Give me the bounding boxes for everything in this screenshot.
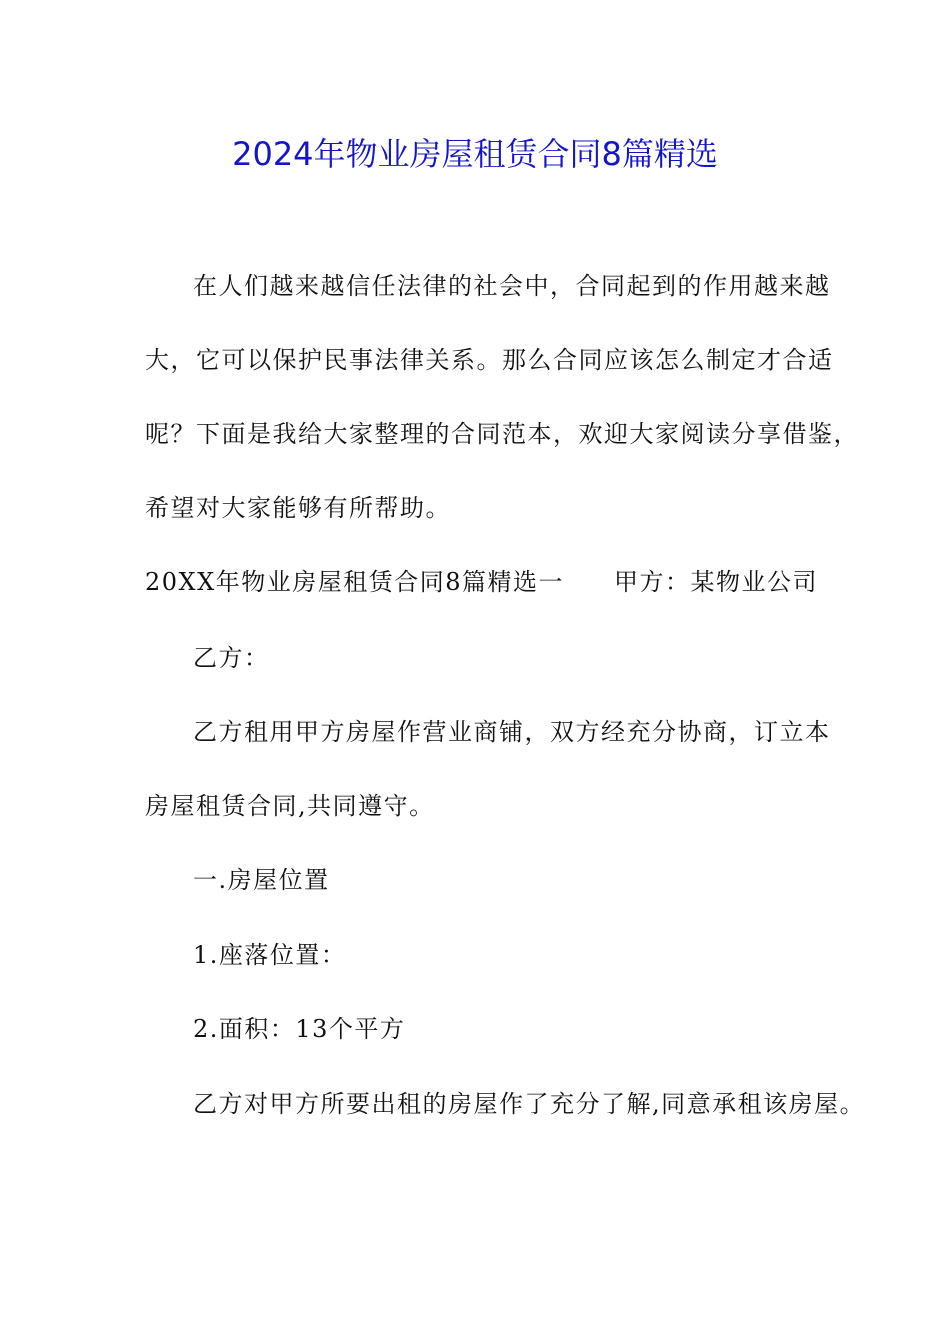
- clause-1-2: 2.面积：13个平方: [193, 1015, 406, 1043]
- party-b: 乙方：: [193, 644, 270, 672]
- clause-1-note: 乙方对甲方所要出租的房屋作了充分了解,同意承租该房屋。: [193, 1090, 866, 1118]
- agreement-line-1: 乙方租用甲方房屋作营业商铺，双方经充分协商，订立本: [193, 718, 831, 746]
- clause-1-title: 一.房屋位置: [193, 866, 330, 894]
- party-a: 甲方：某物业公司: [613, 568, 818, 596]
- intro-line-1: 在人们越来越信任法律的社会中，合同起到的作用越来越: [193, 272, 831, 300]
- intro-line-3: 呢？下面是我给大家整理的合同范本，欢迎大家阅读分享借鉴，: [145, 420, 859, 448]
- intro-line-2: 大，它可以保护民事法律关系。那么合同应该怎么制定才合适: [145, 346, 834, 374]
- section-heading-line: [145, 564, 818, 600]
- clause-1-1: 1.座落位置：: [193, 941, 347, 969]
- agreement-line-2: 房屋租赁合同,共同遵守。: [145, 792, 435, 820]
- document-title: 2024年物业房屋租赁合同8篇精选: [232, 135, 718, 173]
- section-heading: 20XX年物业房屋租赁合同8篇精选一: [145, 568, 564, 596]
- intro-line-4: 希望对大家能够有所帮助。: [145, 494, 451, 522]
